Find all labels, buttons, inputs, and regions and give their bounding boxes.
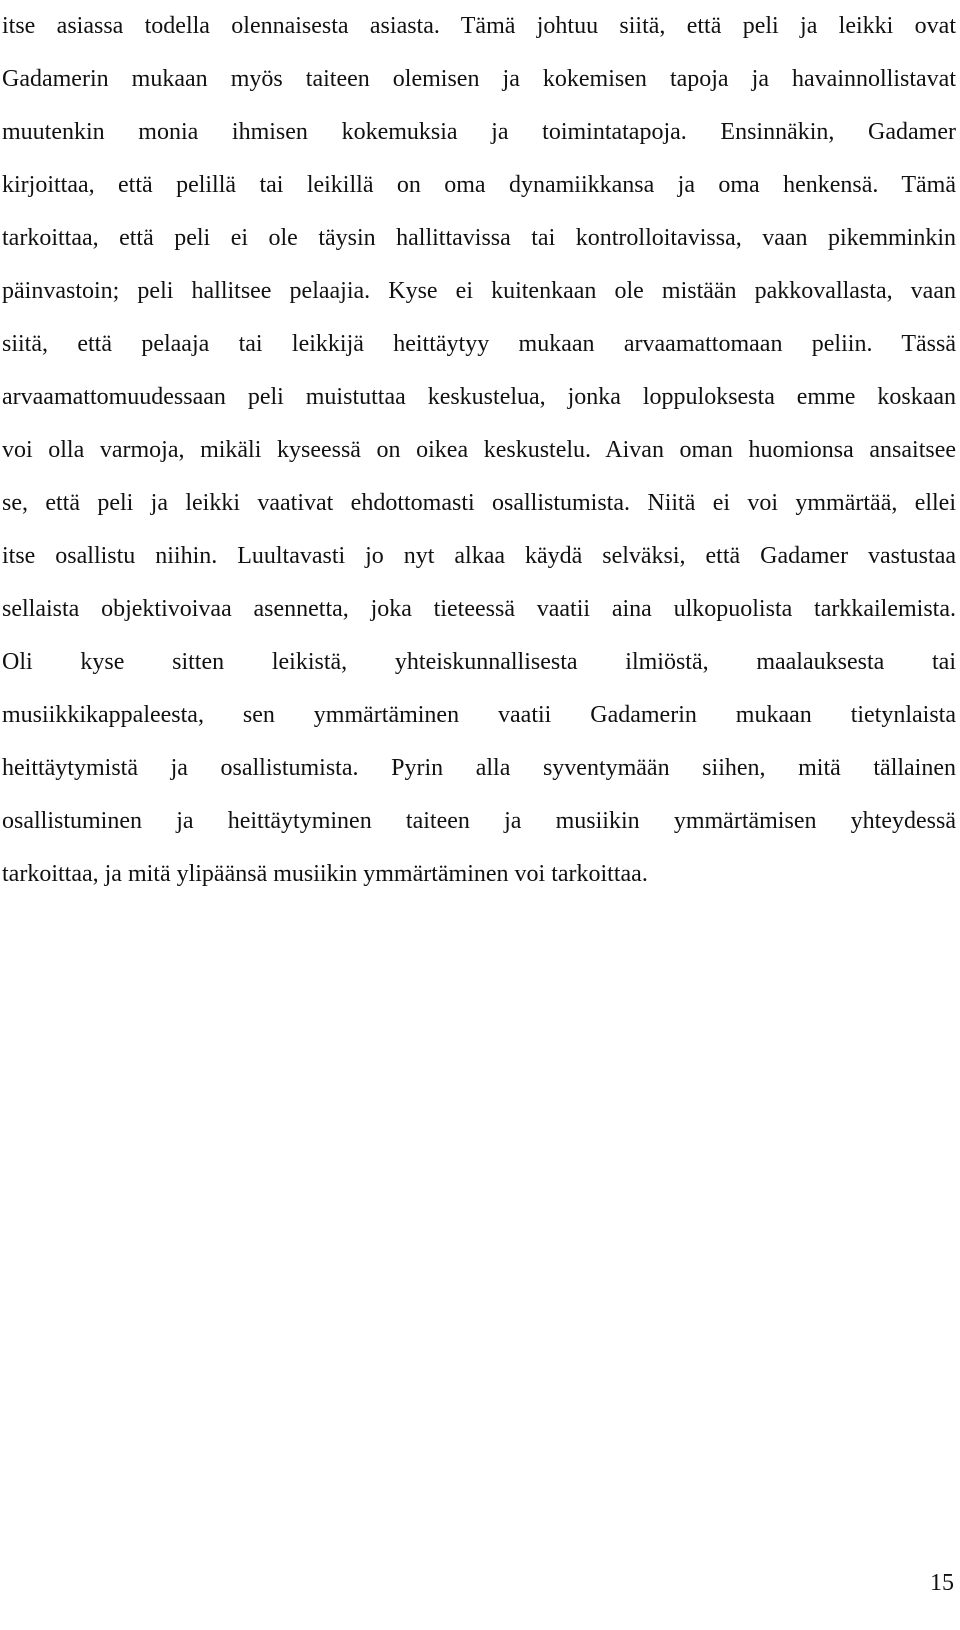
paragraph-line-6: päinvastoin; peli hallitsee pelaajia. Kyse ei kuitenkaan ole mistään pakkovallasta, vaan — [2, 278, 956, 304]
paragraph-line-13: Oli kyse sitten leikistä, yhteiskunnallisesta ilmiöstä, maalauksesta tai — [2, 649, 956, 675]
paragraph-line-10: se, että peli ja leikki vaativat ehdottomasti osallistumista. Niitä ei voi ymmärtää, ellei — [2, 490, 956, 516]
body-paragraph — [2, 0, 956, 901]
paragraph-line-8: arvaamattomuudessaan peli muistuttaa keskustelua, jonka loppuloksesta emme koskaan — [2, 384, 956, 410]
paragraph-line-3: muutenkin monia ihmisen kokemuksia ja toimintatapoja. Ensinnäkin, Gadamer — [2, 119, 956, 145]
paragraph-line-1: itse asiassa todella olennaisesta asiasta. Tämä johtuu siitä, että peli ja leikki ovat — [2, 13, 956, 39]
paragraph-line-14: musiikkikappaleesta, sen ymmärtäminen vaatii Gadamerin mukaan tietynlaista — [2, 702, 956, 728]
paragraph-line-17: tarkoittaa, ja mitä ylipäänsä musiikin ymmärtäminen voi tarkoittaa. — [2, 861, 648, 887]
paragraph-line-5: tarkoittaa, että peli ei ole täysin hallittavissa tai kontrolloitavissa, vaan pikemminkin — [2, 225, 956, 251]
paragraph-line-16: osallistuminen ja heittäytyminen taiteen ja musiikin ymmärtämisen yhteydessä — [2, 808, 956, 834]
paragraph-line-7: siitä, että pelaaja tai leikkijä heittäytyy mukaan arvaamattomaan peliin. Tässä — [2, 331, 956, 357]
page-number: 15 — [930, 1570, 954, 1596]
paragraph-line-2: Gadamerin mukaan myös taiteen olemisen ja kokemisen tapoja ja havainnollistavat — [2, 66, 956, 92]
paragraph-line-9: voi olla varmoja, mikäli kyseessä on oikea keskustelu. Aivan oman huomionsa ansaitsee — [2, 437, 956, 463]
paragraph-line-12: sellaista objektivoivaa asennetta, joka tieteessä vaatii aina ulkopuolista tarkkailemista. — [2, 596, 956, 622]
paragraph-line-15: heittäytymistä ja osallistumista. Pyrin alla syventymään siihen, mitä tällainen — [2, 755, 956, 781]
paragraph-line-11: itse osallistu niihin. Luultavasti jo nyt alkaa käydä selväksi, että Gadamer vastustaa — [2, 543, 956, 569]
paragraph-line-4: kirjoittaa, että pelillä tai leikillä on oma dynamiikkansa ja oma henkensä. Tämä — [2, 172, 956, 198]
